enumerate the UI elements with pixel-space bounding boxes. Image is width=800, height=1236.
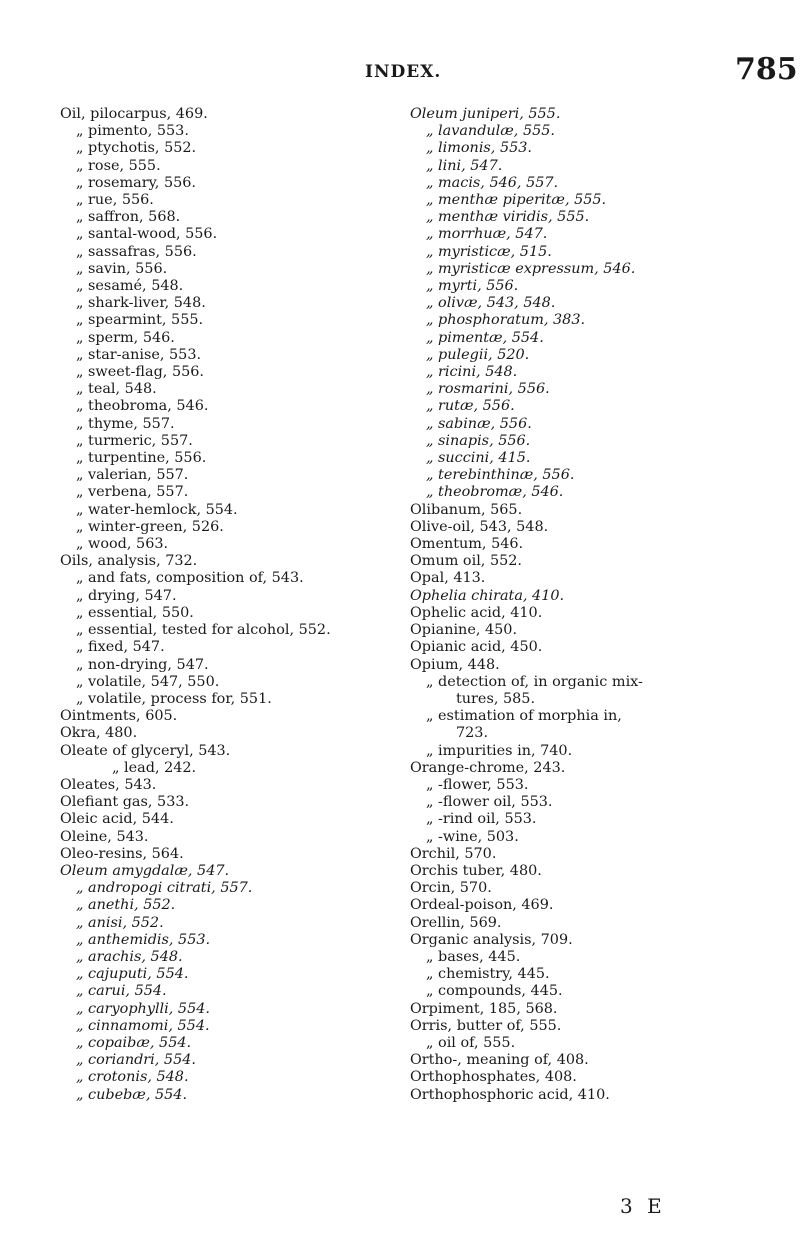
index-subentry: „ andropogi citrati, 557. (76, 880, 253, 897)
index-subentry: „ terebinthinæ, 556. (426, 467, 575, 484)
index-subentry: 723. (456, 725, 489, 742)
index-entry: Orris, butter of, 555. (410, 1017, 562, 1034)
index-entry: Ortho-, meaning of, 408. (410, 1052, 589, 1069)
index-subentry: „ olivæ, 543, 548. (426, 295, 556, 312)
signature-mark: 3 E (620, 1194, 666, 1218)
index-subentry: „ winter-green, 526. (76, 518, 224, 535)
index-subentry: „ chemistry, 445. (426, 966, 550, 983)
index-subentry: „ sassafras, 556. (76, 243, 197, 260)
index-subentry: „ valerian, 557. (76, 467, 189, 484)
index-subentry: „ anthemidis, 553. (76, 931, 211, 948)
index-entry: Opium, 448. (410, 656, 500, 673)
index-subentry: „ crotonis, 548. (76, 1069, 189, 1086)
index-subentry: „ compounds, 445. (426, 983, 563, 1000)
index-subentry: „ fixed, 547. (76, 639, 165, 656)
running-head: INDEX. (365, 62, 442, 82)
index-subentry: „ lavandulæ, 555. (426, 123, 555, 140)
index-subentry: „ caryophylli, 554. (76, 1000, 210, 1017)
index-column-right (410, 106, 770, 1104)
index-entry: Ordeal-poison, 469. (410, 897, 554, 914)
index-entry: Opianic acid, 450. (410, 639, 543, 656)
index-subentry: „ thyme, 557. (76, 415, 175, 432)
index-subentry: „ spearmint, 555. (76, 312, 204, 329)
index-subentry: „ bases, 445. (426, 948, 521, 965)
index-subentry: „ -rind oil, 553. (426, 811, 537, 828)
index-subentry: „ essential, 550. (76, 604, 194, 621)
index-entry: Oleates, 543. (60, 776, 157, 793)
index-entry: Oils, analysis, 732. (60, 553, 198, 570)
index-subentry: „ limonis, 553. (426, 140, 532, 157)
index-subentry: „ sweet-flag, 556. (76, 364, 204, 381)
index-subentry: „ coriandri, 554. (76, 1052, 196, 1069)
index-subentry: „ pimento, 553. (76, 123, 189, 140)
index-subentry: „ rose, 555. (76, 157, 161, 174)
index-subentry: tures, 585. (456, 690, 536, 707)
index-subentry: „ menthæ piperitæ, 555. (426, 192, 607, 209)
index-entry: Oleo-resins, 564. (60, 845, 184, 862)
index-entry: Orpiment, 185, 568. (410, 1000, 558, 1017)
index-subentry: „ detection of, in organic mix- (426, 673, 643, 690)
index-entry: Olefiant gas, 533. (60, 794, 190, 811)
index-subentry: „ impurities in, 740. (426, 742, 573, 759)
index-subentry: „ ptychotis, 552. (76, 140, 197, 157)
index-subentry: „ myrti, 556. (426, 278, 519, 295)
index-entry: Opianine, 450. (410, 622, 518, 639)
index-subentry: „ rutæ, 556. (426, 398, 515, 415)
index-subentry: „ rosmarini, 556. (426, 381, 550, 398)
index-subentry: „ -wine, 503. (426, 828, 519, 845)
index-subentry: „ -flower oil, 553. (426, 794, 553, 811)
index-subentry: „ essential, tested for alcohol, 552. (76, 622, 331, 639)
index-subentry: „ sabinæ, 556. (426, 415, 532, 432)
index-subentry: „ cajuputi, 554. (76, 966, 189, 983)
page-number: 785 (735, 52, 798, 87)
index-entry: Ophelic acid, 410. (410, 604, 543, 621)
index-entry: Ointments, 605. (60, 708, 178, 725)
index-subentry: „ shark-liver, 548. (76, 295, 206, 312)
index-entry: Okra, 480. (60, 725, 138, 742)
index-subentry: „ pulegii, 520. (426, 346, 530, 363)
index-subentry: „ pimentæ, 554. (426, 329, 544, 346)
index-subentry: „ turpentine, 556. (76, 450, 207, 467)
index-subentry: „ copaibæ, 554. (76, 1034, 192, 1051)
index-entry: Oleum juniperi, 555. (410, 106, 561, 122)
index-subentry: „ succini, 415. (426, 450, 531, 467)
index-subentry: „ savin, 556. (76, 260, 168, 277)
index-subentry: „ saffron, 568. (76, 209, 181, 226)
index-subentry: „ theobroma, 546. (76, 398, 209, 415)
index-subentry: „ sesamé, 548. (76, 278, 184, 295)
index-subentry: „ teal, 548. (76, 381, 157, 398)
index-subentry: „ rue, 556. (76, 192, 154, 209)
index-entry: Oleic acid, 544. (60, 811, 174, 828)
index-subentry: „ macis, 546, 557. (426, 174, 559, 191)
index-entry: Orchis tuber, 480. (410, 862, 542, 879)
index-entry: Olive-oil, 543, 548. (410, 518, 549, 535)
index-entry: Orellin, 569. (410, 914, 502, 931)
index-subentry: „ non-drying, 547. (76, 656, 209, 673)
index-entry: Omentum, 546. (410, 536, 524, 553)
index-subentry: „ rosemary, 556. (76, 174, 196, 191)
index-entry: Opal, 413. (410, 570, 486, 587)
index-subentry: „ verbena, 557. (76, 484, 189, 501)
index-entry: Oleum amygdalæ, 547. (60, 862, 230, 879)
index-subentry: „ sperm, 546. (76, 329, 175, 346)
index-subentry: „ lini, 547. (426, 157, 503, 174)
index-entry: Orcin, 570. (410, 880, 492, 897)
index-entry: Orange-chrome, 243. (410, 759, 566, 776)
index-subentry: „ santal-wood, 556. (76, 226, 218, 243)
index-subentry: „ carui, 554. (76, 983, 167, 1000)
index-subentry: „ arachis, 548. (76, 948, 183, 965)
index-subentry: „ myristicæ, 515. (426, 243, 552, 260)
index-subentry: „ turmeric, 557. (76, 432, 193, 449)
index-subentry: „ lead, 242. (112, 759, 197, 776)
index-subentry: „ cubebæ, 554. (76, 1086, 188, 1103)
index-entry: Orchil, 570. (410, 845, 497, 862)
index-entry: Olibanum, 565. (410, 501, 523, 518)
index-entry: Oleine, 543. (60, 828, 149, 845)
index-subentry: „ phosphoratum, 383. (426, 312, 586, 329)
index-entry: Oleate of glyceryl, 543. (60, 742, 231, 759)
index-subentry: „ estimation of morphia in, (426, 708, 622, 725)
index-subentry: „ drying, 547. (76, 587, 177, 604)
index-entry: Organic analysis, 709. (410, 931, 573, 948)
index-subentry: „ theobromæ, 546. (426, 484, 564, 501)
index-subentry: „ sinapis, 556. (426, 432, 531, 449)
index-subentry: „ wood, 563. (76, 536, 169, 553)
index-entry: Oil, pilocarpus, 469. (60, 106, 208, 122)
index-column-left (60, 106, 390, 1104)
index-subentry: „ anethi, 552. (76, 897, 176, 914)
index-subentry: „ anisi, 552. (76, 914, 164, 931)
index-entry: Orthophosphates, 408. (410, 1069, 577, 1086)
index-subentry: „ ricini, 548. (426, 364, 518, 381)
index-subentry: „ cinnamomi, 554. (76, 1017, 210, 1034)
index-subentry: „ and fats, composition of, 543. (76, 570, 304, 587)
index-subentry: „ morrhuæ, 547. (426, 226, 548, 243)
index-subentry: „ star-anise, 553. (76, 346, 202, 363)
index-subentry: „ water-hemlock, 554. (76, 501, 238, 518)
index-subentry: „ volatile, 547, 550. (76, 673, 220, 690)
page-header (0, 52, 800, 86)
index-subentry: „ myristicæ expressum, 546. (426, 260, 636, 277)
index-entry: Ophelia chirata, 410. (410, 587, 565, 604)
index-subentry: „ -flower, 553. (426, 776, 529, 793)
index-entry: Orthophosphoric acid, 410. (410, 1086, 610, 1103)
index-entry: Omum oil, 552. (410, 553, 522, 570)
index-subentry: „ volatile, process for, 551. (76, 690, 272, 707)
index-subentry: „ menthæ viridis, 555. (426, 209, 590, 226)
index-subentry: „ oil of, 555. (426, 1034, 516, 1051)
